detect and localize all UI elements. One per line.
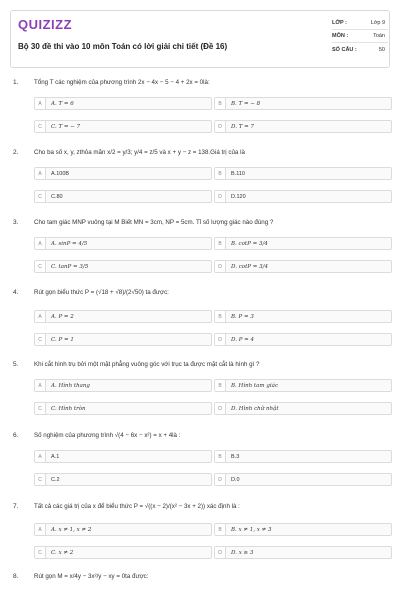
option-b[interactable] <box>214 523 392 536</box>
option-a[interactable] <box>34 450 212 463</box>
option-letter: B <box>215 311 226 322</box>
meta-row-count <box>332 43 388 56</box>
option-text: D.0 <box>231 476 240 483</box>
option-text: B. x ≠ 1, x ≠ 3 <box>231 526 272 533</box>
option-d[interactable] <box>214 120 392 133</box>
question-number: 1. <box>13 79 19 86</box>
metadata-table <box>332 17 388 56</box>
option-text: B.110 <box>231 170 245 177</box>
option-text: C. tanP = 3/5 <box>51 263 89 270</box>
option-c[interactable] <box>34 120 212 133</box>
question-text: Số nghiệm của phương trình √(4 − 6x − x²) = x + 4là : <box>34 432 181 439</box>
option-letter: D <box>215 334 226 345</box>
option-text: C.80 <box>51 193 63 200</box>
question-text: Rút gọn M = x/4y − 3x²/y − xy = 0ta được: <box>34 573 149 580</box>
option-letter: D <box>215 403 226 414</box>
meta-value: 50 <box>378 46 385 53</box>
meta-row-grade <box>332 17 388 30</box>
option-a[interactable] <box>34 237 212 250</box>
quizizz-logo: QUIZIZZ <box>18 17 73 32</box>
option-text: B. cotP = 3/4 <box>231 240 268 247</box>
question-text: Cho ba số x, y, zthỏa mãn x/2 = y/3; y/4 = z/5 và x + y − z = 138.Giá trị của là <box>34 149 245 156</box>
option-b[interactable] <box>214 450 392 463</box>
question-number: 6. <box>13 432 19 439</box>
question-text: Tổng T các nghiệm của phương trình 2x − 4x − 5 − 4 + 2x = 0là: <box>34 79 210 86</box>
option-text: A. P = 2 <box>51 313 74 320</box>
option-c[interactable] <box>34 260 212 273</box>
option-letter: C <box>35 261 46 272</box>
option-text: C. P = 1 <box>51 336 74 343</box>
option-letter: D <box>215 191 226 202</box>
option-c[interactable] <box>34 473 212 486</box>
question-text: Cho tam giác MNP vuông tại M Biết MN = 3cm, NP = 5cm. Tỉ số lượng giác nào đúng ? <box>34 219 274 226</box>
option-text: D. cotP = 3/4 <box>231 263 268 270</box>
option-letter: B <box>215 451 226 462</box>
option-d[interactable] <box>214 333 392 346</box>
option-d[interactable] <box>214 546 392 559</box>
option-a[interactable] <box>34 379 212 392</box>
option-text: C. T = − 7 <box>51 123 81 130</box>
option-text: D. x ≥ 3 <box>231 549 254 556</box>
option-text: A.1 <box>51 453 60 460</box>
option-b[interactable] <box>214 237 392 250</box>
option-c[interactable] <box>34 546 212 559</box>
option-letter: C <box>35 547 46 558</box>
question-number: 8. <box>13 573 19 580</box>
option-letter: A <box>35 451 46 462</box>
question-number: 5. <box>13 361 19 368</box>
option-letter: D <box>215 261 226 272</box>
option-d[interactable] <box>214 473 392 486</box>
option-letter: A <box>35 380 46 391</box>
option-text: A. T = 6 <box>51 100 74 107</box>
option-c[interactable] <box>34 333 212 346</box>
question-text: Khi cắt hình trụ bởi một mặt phẳng vuông góc với trục ta được mặt cắt là hình gì ? <box>34 361 260 368</box>
option-text: D. P = 4 <box>231 336 255 343</box>
question-number: 3. <box>13 219 19 226</box>
option-c[interactable] <box>34 402 212 415</box>
option-letter: D <box>215 474 226 485</box>
option-text: B. P = 3 <box>231 313 254 320</box>
option-letter: C <box>35 474 46 485</box>
option-text: D. Hình chữ nhật <box>231 405 279 412</box>
meta-row-subject <box>332 30 388 43</box>
option-letter: B <box>215 524 226 535</box>
meta-label: SỐ CÂU : <box>332 46 357 53</box>
option-text: D. T = 7 <box>231 123 254 130</box>
meta-label: MÔN : <box>332 33 349 39</box>
option-letter: C <box>35 403 46 414</box>
question-text: Rút gọn biểu thức P = (√18 + √8)/(2√50) ta được: <box>34 289 169 296</box>
option-b[interactable] <box>214 167 392 180</box>
option-a[interactable] <box>34 523 212 536</box>
option-letter: A <box>35 168 46 179</box>
option-text: B. T = − 8 <box>231 100 261 107</box>
option-letter: B <box>215 380 226 391</box>
option-a[interactable] <box>34 310 212 323</box>
option-text: C. x ≠ 2 <box>51 549 74 556</box>
option-text: A. sinP = 4/5 <box>51 240 88 247</box>
option-letter: C <box>35 191 46 202</box>
question-number: 2. <box>13 149 19 156</box>
option-text: D.120 <box>231 193 246 200</box>
option-letter: B <box>215 98 226 109</box>
option-letter: B <box>215 238 226 249</box>
option-text: C.2 <box>51 476 60 483</box>
option-text: C. Hình tròn <box>51 405 86 412</box>
option-letter: A <box>35 98 46 109</box>
question-number: 7. <box>13 503 19 510</box>
option-a[interactable] <box>34 167 212 180</box>
option-letter: A <box>35 524 46 535</box>
option-d[interactable] <box>214 402 392 415</box>
meta-label: LỚP : <box>332 20 347 26</box>
option-letter: B <box>215 168 226 179</box>
question-number: 4. <box>13 289 19 296</box>
option-text: A.100B <box>51 170 70 177</box>
option-b[interactable] <box>214 379 392 392</box>
option-a[interactable] <box>34 97 212 110</box>
option-d[interactable] <box>214 260 392 273</box>
option-letter: D <box>215 121 226 132</box>
option-b[interactable] <box>214 97 392 110</box>
document-header <box>10 10 390 68</box>
option-c[interactable] <box>34 190 212 203</box>
option-b[interactable] <box>214 310 392 323</box>
option-letter: A <box>35 238 46 249</box>
option-letter: C <box>35 121 46 132</box>
option-letter: A <box>35 311 46 322</box>
document-title: Bộ 30 đề thi vào 10 môn Toán có lời giải chi tiết (Đề 16) <box>18 42 228 51</box>
option-letter: C <box>35 334 46 345</box>
question-text: Tất cả các giá trị của x để biểu thức P = √((x − 2)/(x² − 3x + 2)) xác định là : <box>34 503 240 510</box>
option-text: A. x ≠ 1, x ≠ 2 <box>51 526 92 533</box>
option-text: B.3 <box>231 453 240 460</box>
option-letter: D <box>215 547 226 558</box>
meta-value: Lớp 9 <box>370 20 385 26</box>
option-text: B. Hình tam giác <box>231 382 279 389</box>
option-d[interactable] <box>214 190 392 203</box>
option-text: A. Hình thang <box>51 382 90 389</box>
meta-value: Toán <box>373 33 385 39</box>
